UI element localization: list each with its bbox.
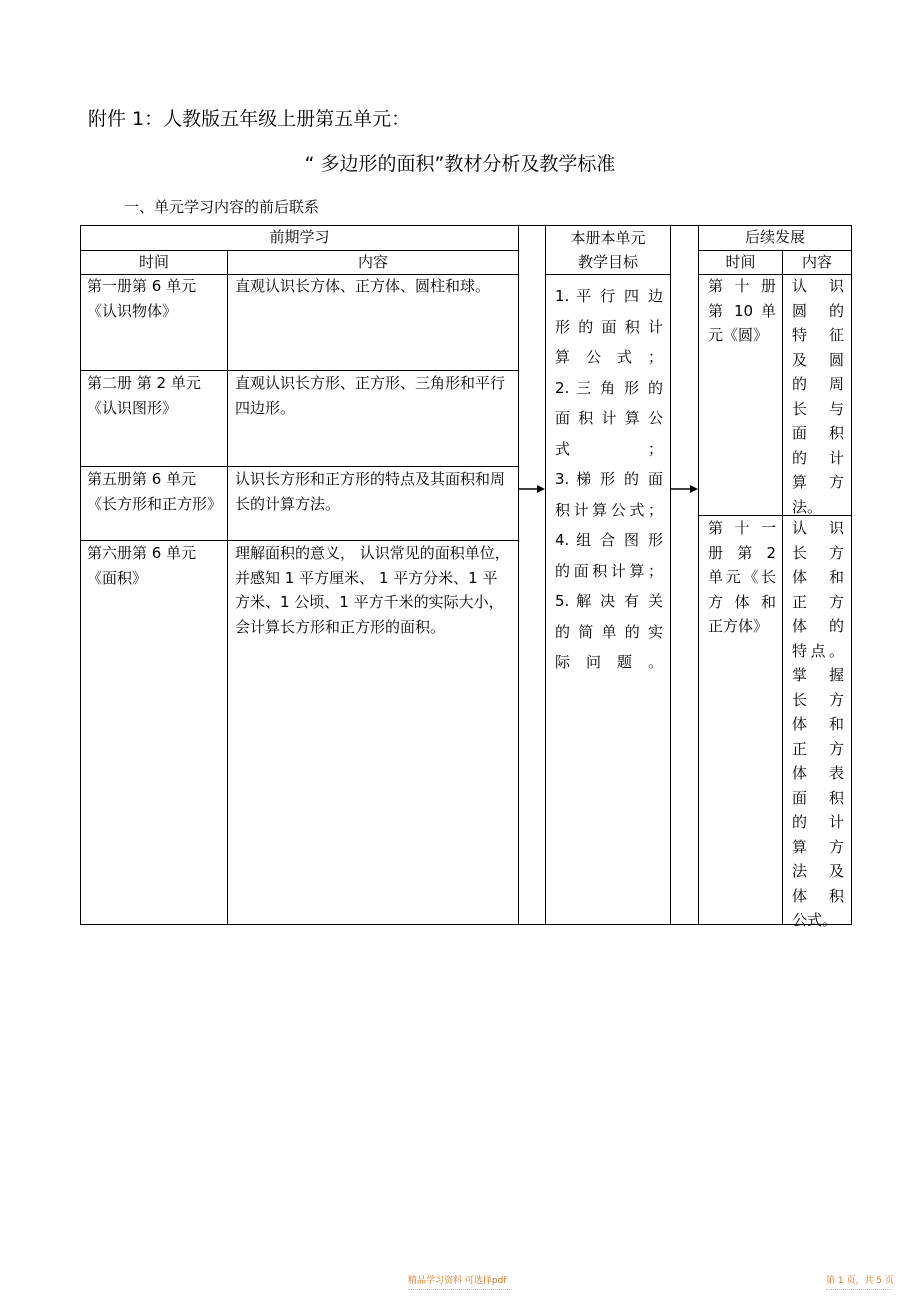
prior-row-3-content: 认识长方形和正方形的特点及其面积和周长的计算方法。 [235,470,506,513]
unit-goals-header: 本册本单元 教学目标 [570,229,646,271]
follow-time-header: 时间 [725,253,756,271]
prior-row-2-content: 直观认识长方形、正方形、三角形和平行四边形。 [235,374,506,417]
prior-row-4-content: 理解面积的意义， 认识常见的面积单位，并感知 1 平方厘米、 1 平方分米、1 平方米、1 公顷、1 平方千米的实际大小， 会计算长方形和正方形的面积。 [235,544,510,636]
goal-item-5: 5. 解 决 有 关 的 简 单 的 实 际问题。 [555,592,663,671]
follow-row-2-time: 第 十 一 册 第 2 单元《长 方 体 和 正方体》 [708,519,776,635]
goal-item-2: 2. 三 角 形 的 面 积 计 算 公 式； [555,378,663,458]
follow-row-2-content: 认 识 长 方 体 和 正 方 体 的 特点。掌 握 长 方 体 和 正 方 体 表 面 积 的 计 算 方 法 及 体 积 公式。 [792,519,844,929]
section-heading: 一、单元学习内容的前后联系 [124,198,320,216]
prior-row-3-time: 第五册第 6 单元《长方形和正方形》 [87,470,223,513]
follow-content-header: 内容 [801,253,832,271]
follow-row-1-time: 第 十 册 第 10 单 元《圆》 [708,277,776,344]
footer-dots-left [408,1289,512,1290]
follow-row-1-content: 认 识 圆 的 特 征 及 圆 的 周 长 与 面 积 的 计 算 方 法。 [792,277,844,516]
unit-goals-list [555,281,663,678]
arrow-right-icon [670,483,699,495]
document-title-line1: 附件 1：人教版五年级上册第五单元： [88,108,411,130]
goal-item-4: 4. 组 合 图 形 的面积计算； [555,531,663,580]
arrow-right-icon [518,483,546,495]
prior-row-1-time: 第一册第 6 单元《认识物体》 [87,277,197,320]
prior-row-1-content: 直观认识长方体、正方体、圆柱和球。 [235,277,491,295]
prior-learning-header: 前期学习 [269,228,330,246]
footer-dots-right [826,1289,892,1290]
footer-page-number: 第 1 页，共 5 页 [826,1276,894,1286]
prior-row-4-time: 第六册第 6 单元《面积》 [87,544,197,587]
follow-up-header: 后续发展 [744,228,805,246]
goal-item-3: 3. 梯 形 的 面 积计算公式； [555,470,663,519]
document-title-line2: “ 多边形的面积”教材分析及教学标准 [304,153,616,175]
goal-item-1: 1. 平 行 四 边 形 的 面 积 计 算公式； [555,287,663,366]
prior-content-header: 内容 [357,253,388,271]
prior-time-header: 时间 [138,253,169,271]
footer-watermark: 精品学习资料 可选择pdf [408,1276,507,1286]
prior-row-2-time: 第二册 第 2 单元《认识图形》 [87,374,201,417]
